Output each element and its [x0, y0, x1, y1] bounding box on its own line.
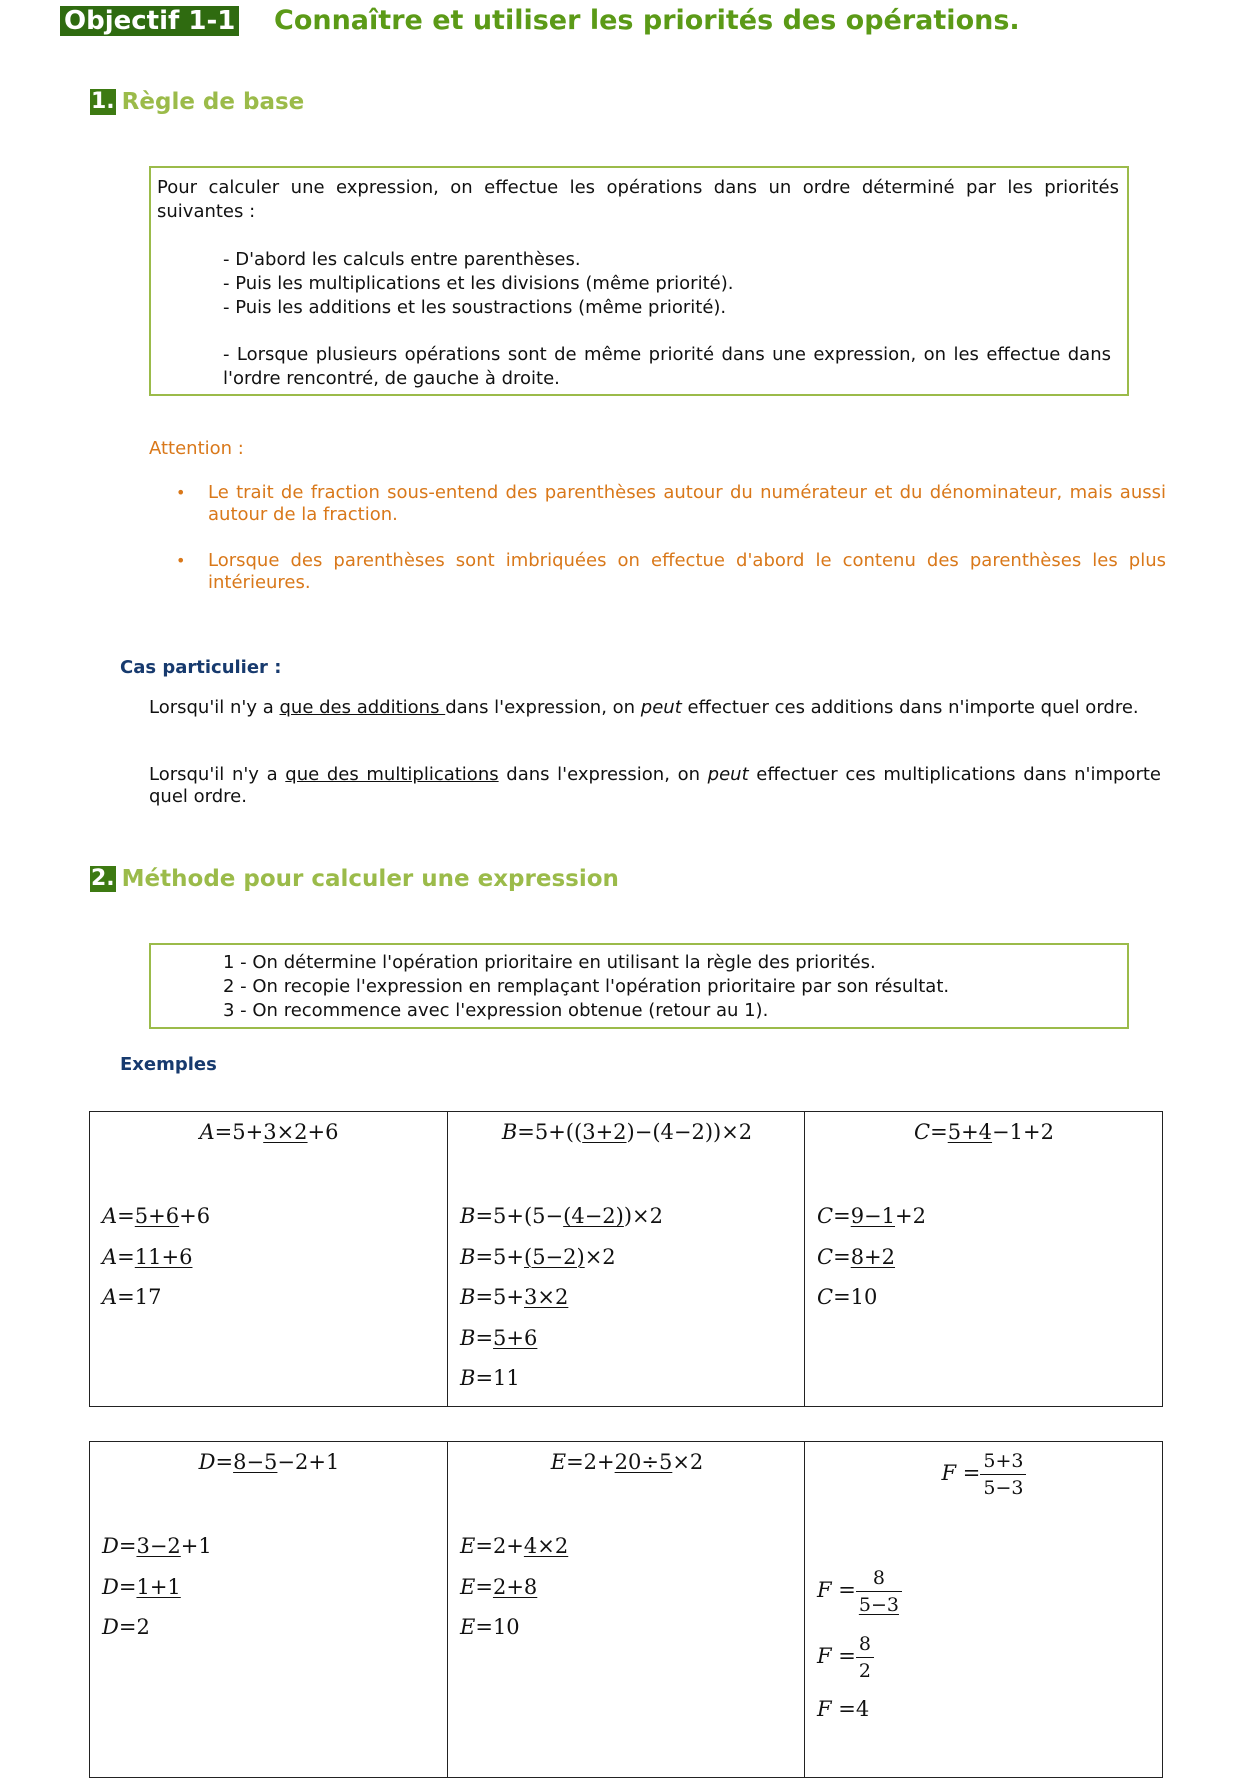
example-b: [447, 1112, 806, 1406]
rule-note: - Lorsque plusieurs opérations sont de même priorité dans une expression, on les effectue dans l'ordre rencontré, de gauche à droite.: [223, 344, 1111, 389]
calc-step: A=17: [102, 1285, 162, 1309]
attention-label: Attention :: [149, 438, 244, 459]
calc-step: A=5+6+6: [102, 1204, 211, 1228]
attention-item: [176, 482, 1166, 526]
calc-step: D=1+1: [102, 1574, 181, 1599]
calc-step: B=5+(5−2)×2: [460, 1244, 616, 1269]
rule-intro: Pour calculer une expression, on effectue les opérations dans un ordre déterminé par les priorités suivantes :: [157, 177, 1119, 222]
section-1-number: 1.: [91, 89, 115, 114]
example-f-expression: F = $\frac{5+3}{5-3}$: [805, 1448, 1163, 1501]
section-2-title: Méthode pour calculer une expression: [121, 866, 619, 892]
bullet-icon: •: [176, 551, 186, 570]
method-step: 2 - On recopie l'expression en remplaçant l'opération prioritaire par son résultat.: [223, 976, 950, 997]
examples-table-1: [89, 1111, 1163, 1407]
section-1-heading: [90, 89, 304, 115]
example-d: [90, 1442, 448, 1777]
rule-items: [223, 248, 1111, 320]
calc-step: F =4: [817, 1697, 870, 1721]
page-title: Connaître et utiliser les priorités des opérations.: [274, 5, 1020, 36]
calc-step: C=10: [817, 1285, 878, 1309]
rule-item: - Puis les multiplications et les divisions (même priorité).: [223, 273, 734, 294]
example-d-expression: D=8−5−2+1: [198, 1450, 340, 1474]
method-box: [149, 943, 1129, 1029]
example-e: [447, 1442, 806, 1777]
method-step: 3 - On recommence avec l'expression obtenue (retour au 1).: [223, 1000, 769, 1021]
method-step: 1 - On détermine l'opération prioritaire en utilisant la règle des priorités.: [223, 952, 876, 973]
examples-table-2: [89, 1441, 1163, 1778]
example-b-expression: B=5+((3+2)−(4−2))×2: [501, 1120, 753, 1144]
attention-item-text: Lorsque des parenthèses sont imbriquées on effectue d'abord le contenu des parenthèses les plus intérieures.: [208, 550, 1166, 593]
section-1-title: Règle de base: [121, 89, 305, 115]
calc-step: E=10: [460, 1615, 520, 1639]
rule-box: [149, 166, 1129, 396]
calc-step: F = $\frac{8}{5-3}$: [817, 1557, 902, 1623]
calc-step: B=5+6: [460, 1325, 538, 1350]
example-c-expression: C=5+4−1+2: [914, 1120, 1054, 1144]
special-case-multiplications: Lorsqu'il n'y a que des multiplications dans l'expression, on peut effectuer ces multiplications dans n'importe quel ordre.: [149, 764, 1161, 807]
section-2-heading: [90, 866, 619, 892]
calc-step: C=8+2: [817, 1244, 896, 1269]
calc-step: E=2+8: [460, 1574, 538, 1599]
special-case-additions: Lorsqu'il n'y a que des additions dans l'expression, on peut effectuer ces additions dans n'importe quel ordre.: [149, 697, 1139, 718]
objective-badge: Objectif 1-1: [60, 6, 239, 36]
calc-step: C=9−1+2: [817, 1204, 926, 1228]
rule-item: - Puis les additions et les soustractions (même priorité).: [223, 297, 727, 318]
attention-item: [176, 550, 1166, 594]
rule-item: - D'abord les calculs entre parenthèses.: [223, 249, 581, 270]
examples-label: Exemples: [120, 1054, 217, 1075]
special-case-title: Cas particulier :: [120, 657, 282, 678]
calc-step: F = $\frac{8}{2}$: [817, 1623, 902, 1689]
example-c: [804, 1112, 1163, 1406]
calc-step: A=11+6: [102, 1244, 193, 1269]
bullet-icon: •: [176, 483, 186, 502]
calc-step: B=5+(5−(4−2))×2: [460, 1204, 663, 1228]
calc-step: B=5+3×2: [460, 1285, 569, 1309]
example-f: [804, 1442, 1163, 1777]
attention-item-text: Le trait de fraction sous-entend des parenthèses autour du numérateur et du dénominateur, mais aussi autour de la fraction.: [208, 482, 1166, 525]
example-e-expression: E=2+20÷5×2: [550, 1450, 704, 1474]
section-2-number: 2.: [91, 866, 115, 891]
calc-step: D=2: [102, 1615, 150, 1639]
example-a-expression: A=5+3×2+6: [199, 1120, 339, 1144]
calc-step: D=3−2+1: [102, 1534, 212, 1558]
calc-step: B=11: [460, 1366, 520, 1390]
calc-step: E=2+4×2: [460, 1534, 569, 1558]
example-a: [90, 1112, 448, 1406]
